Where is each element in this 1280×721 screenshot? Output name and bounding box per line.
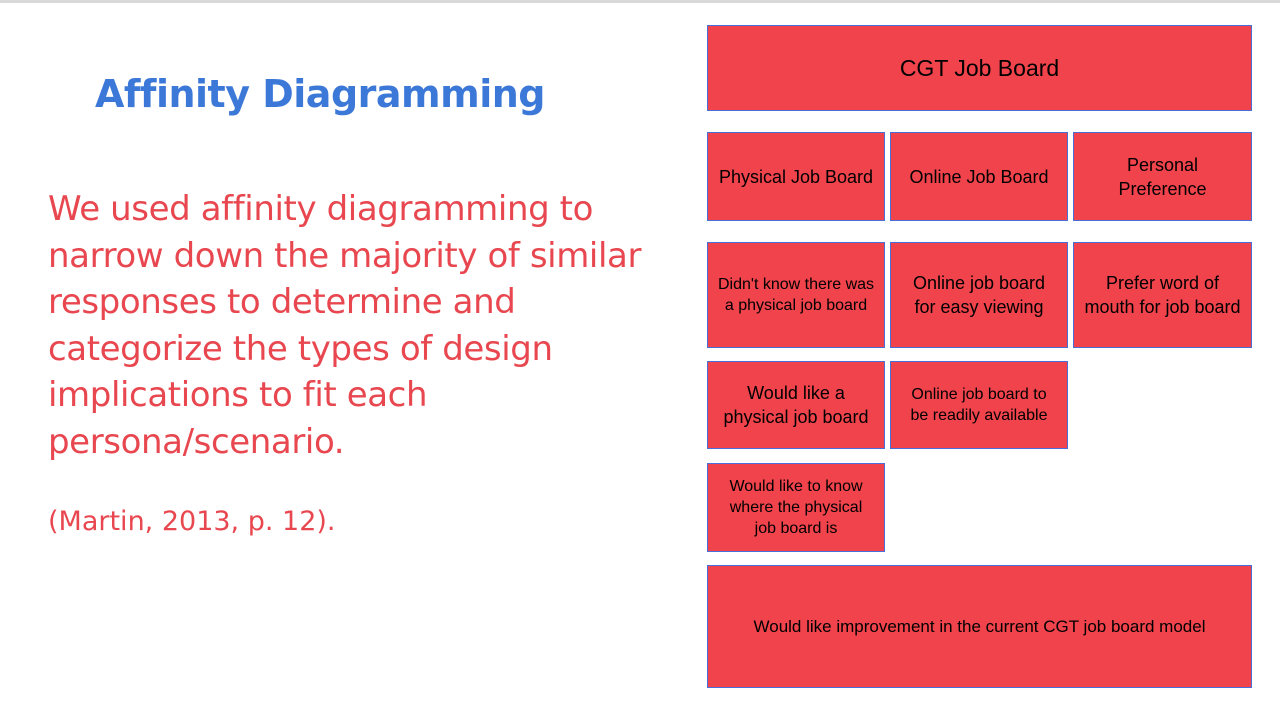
category-card-online: Online Job Board [890,132,1068,221]
slide-body-text: We used affinity diagramming to narrow down the majority of similar responses to determine and categorize the types of design implications to fit each persona/scenario. [48,189,642,462]
note-card-physical-2: Would like a physical job board [707,361,885,449]
note-card-physical-1: Didn't know there was a physical job board [707,242,885,348]
note-card-physical-3: Would like to know where the physical job board is [707,463,885,552]
category-card-physical: Physical Job Board [707,132,885,221]
note-card-online-1: Online job board for easy viewing [890,242,1068,348]
category-card-personal: Personal Preference [1073,132,1252,221]
citation: (Martin, 2013, p. 12). [48,506,336,537]
diagram-footer-card: Would like improvement in the current CGT job board model [707,565,1252,688]
slide-title: Affinity Diagramming [94,72,545,116]
diagram-header-card: CGT Job Board [707,25,1252,111]
slide-top-border [0,0,1280,3]
note-card-personal-1: Prefer word of mouth for job board [1073,242,1252,348]
note-card-online-2: Online job board to be readily available [890,361,1068,449]
